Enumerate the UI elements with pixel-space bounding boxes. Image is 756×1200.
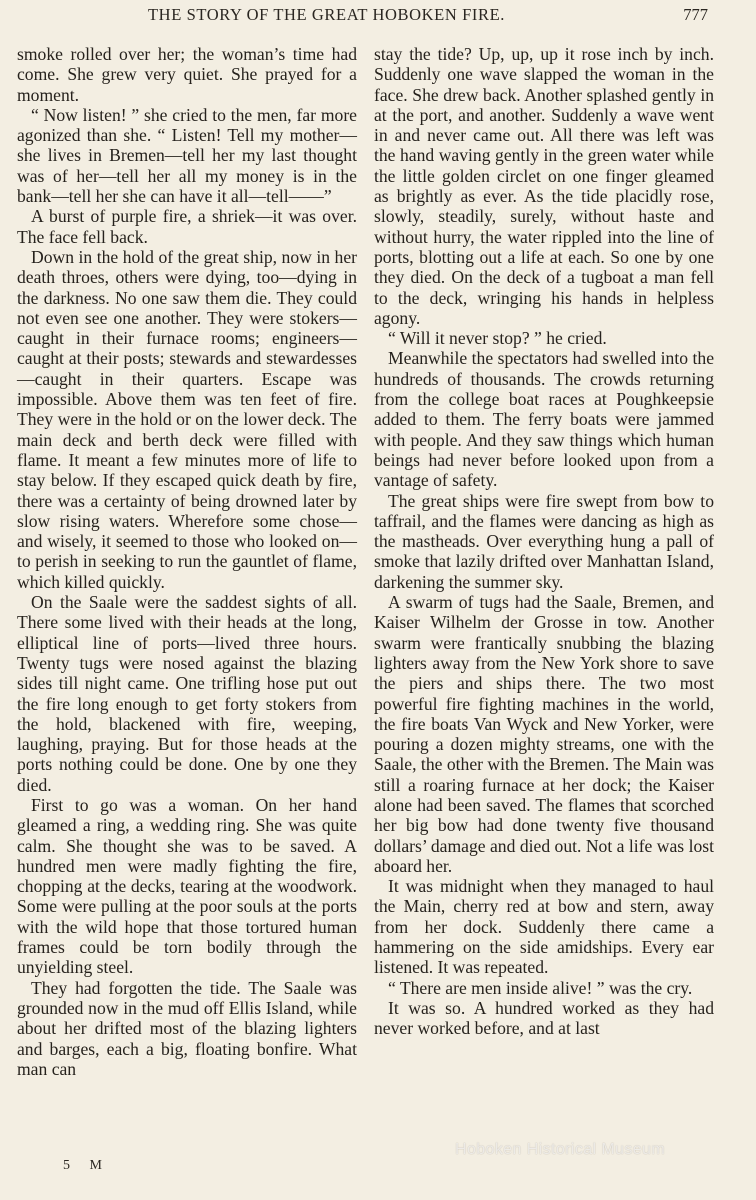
paragraph: The great ships were fire swept from bow to taffrail, and the flames were dancing as high as the mastheads. Over everything hung a pall of smoke that lazily drifted over Manhattan Island, darkening the summer sky.: [374, 490, 714, 592]
paragraph: “ Will it never stop? ” he cried.: [388, 328, 607, 349]
paragraph: Meanwhile the spectators had swelled into the hundreds of thousands. The crowds returning from the college boat races at Poughkeepsie added to them. The ferry boats were jammed with people. And they saw things which human beings had never before looked upon from a vantage of safety.: [374, 348, 714, 491]
right-column: [374, 44, 714, 1039]
left-column: [17, 44, 357, 1079]
paragraph: On the Saale were the saddest sights of all. There some lived with their heads at the long, elliptical line of ports—lived three hours. Twenty tugs were nosed against the blazing sides till night came. One trifling hose put out the fire long enough to get forty stokers from the hold, blackened with fire, weeping, laughing, praying. But for those heads at the ports nothing could be done. One by one they died.: [17, 592, 357, 795]
paragraph: First to go was a woman. On her hand gleamed a ring, a wedding ring. She was quite calm. She thought she was to be saved. A hundred men were madly fighting the fire, chopping at the decks, tearing at the woodwork. Some were pulling at the poor souls at the ports with the wild hope that those tortured human frames could be torn bodily through the unyielding steel.: [17, 794, 357, 978]
page-number: 777: [683, 5, 708, 24]
paragraph: A swarm of tugs had the Saale, Bremen, and Kaiser Wilhelm der Grosse in tow. Another swarm were frantically snubbing the blazing lighters away from the New York shore to save the piers and ships there. The two most powerful fire fighting machines in the world, the fire boats Van Wyck and New Yorker, were pouring a dozen mighty streams, one with the Saale, the other with the Bremen. The Main was still a roaring furnace at her dock; the Kaiser alone had been saved. The flames that scorched her big bow had done twenty five thousand dollars’ damage and died out. Not a life was lost aboard her.: [374, 592, 714, 876]
paragraph: stay the tide? Up, up, up it rose inch by inch. Suddenly one wave slapped the woman in the face. She drew back. Another splashed gently in at the port, and another. Suddenly a wave went in and never came out. All there was left was the hand waving gently in the green water while the little golden circlet on one finger gleamed as brightly as ever. As the tide placidly rose, slowly, steadily, surely, without haste and without hurry, the water rippled into the line of ports, blotting out a life at each. So one by one they died. On the deck of a tugboat a man fell to the deck, wringing his hands in helpless agony.: [374, 44, 714, 328]
museum-watermark: Hoboken Historical Museum: [455, 1141, 666, 1158]
paragraph: “ There are men inside alive! ” was the cry.: [388, 977, 693, 998]
paragraph: “ Now listen! ” she cried to the men, far more agonized than she. “ Listen! Tell my mother—she lives in Bremen—tell her my last thought was of her—tell her all my money is in the bank—tell her she can have it all—tell——”: [17, 104, 357, 207]
paragraph: Down in the hold of the great ship, now in her death throes, others were dying, too—dying in the darkness. No one saw them die. They could not even see one another. They were stokers—caught in their furnace rooms; engineers—caught at their posts; stewards and stewardesses—caught in their quarters. Escape was impossible. Above them was ten feet of fire. They were in the hold or on the lower deck. The main deck and berth deck were filled with flame. It meant a few minutes more of life to stay below. If they escaped quick death by fire, there was a certainty of being drowned later by slow rising waters. Wherefore some chose—and wisely, it seemed to those who looked on—to perish in seeking to run the gauntlet of flame, which killed quickly.: [17, 246, 357, 592]
paragraph: smoke rolled over her; the woman’s time had come. She grew very quiet. She prayed for a moment.: [17, 44, 357, 105]
running-header: [0, 5, 756, 31]
paragraph: It was midnight when they managed to haul the Main, cherry red at bow and stern, away from her dock. Suddenly there came a hammering on the side amidships. Every ear listened. It was repeated.: [374, 876, 714, 978]
paragraph: It was so. A hundred worked as they had never worked before, and at last: [374, 997, 714, 1039]
running-title: THE STORY OF THE GREAT HOBOKEN FIRE.: [148, 5, 505, 24]
paragraph: A burst of purple fire, a shriek—it was over. The face fell back.: [17, 206, 357, 247]
printer-signature-mark: 5 M: [63, 1158, 110, 1173]
paragraph: They had forgotten the tide. The Saale was grounded now in the mud off Ellis Island, while about her drifted most of the blazing lighters and barges, each a big, floating bonfire. What man can: [17, 977, 357, 1079]
